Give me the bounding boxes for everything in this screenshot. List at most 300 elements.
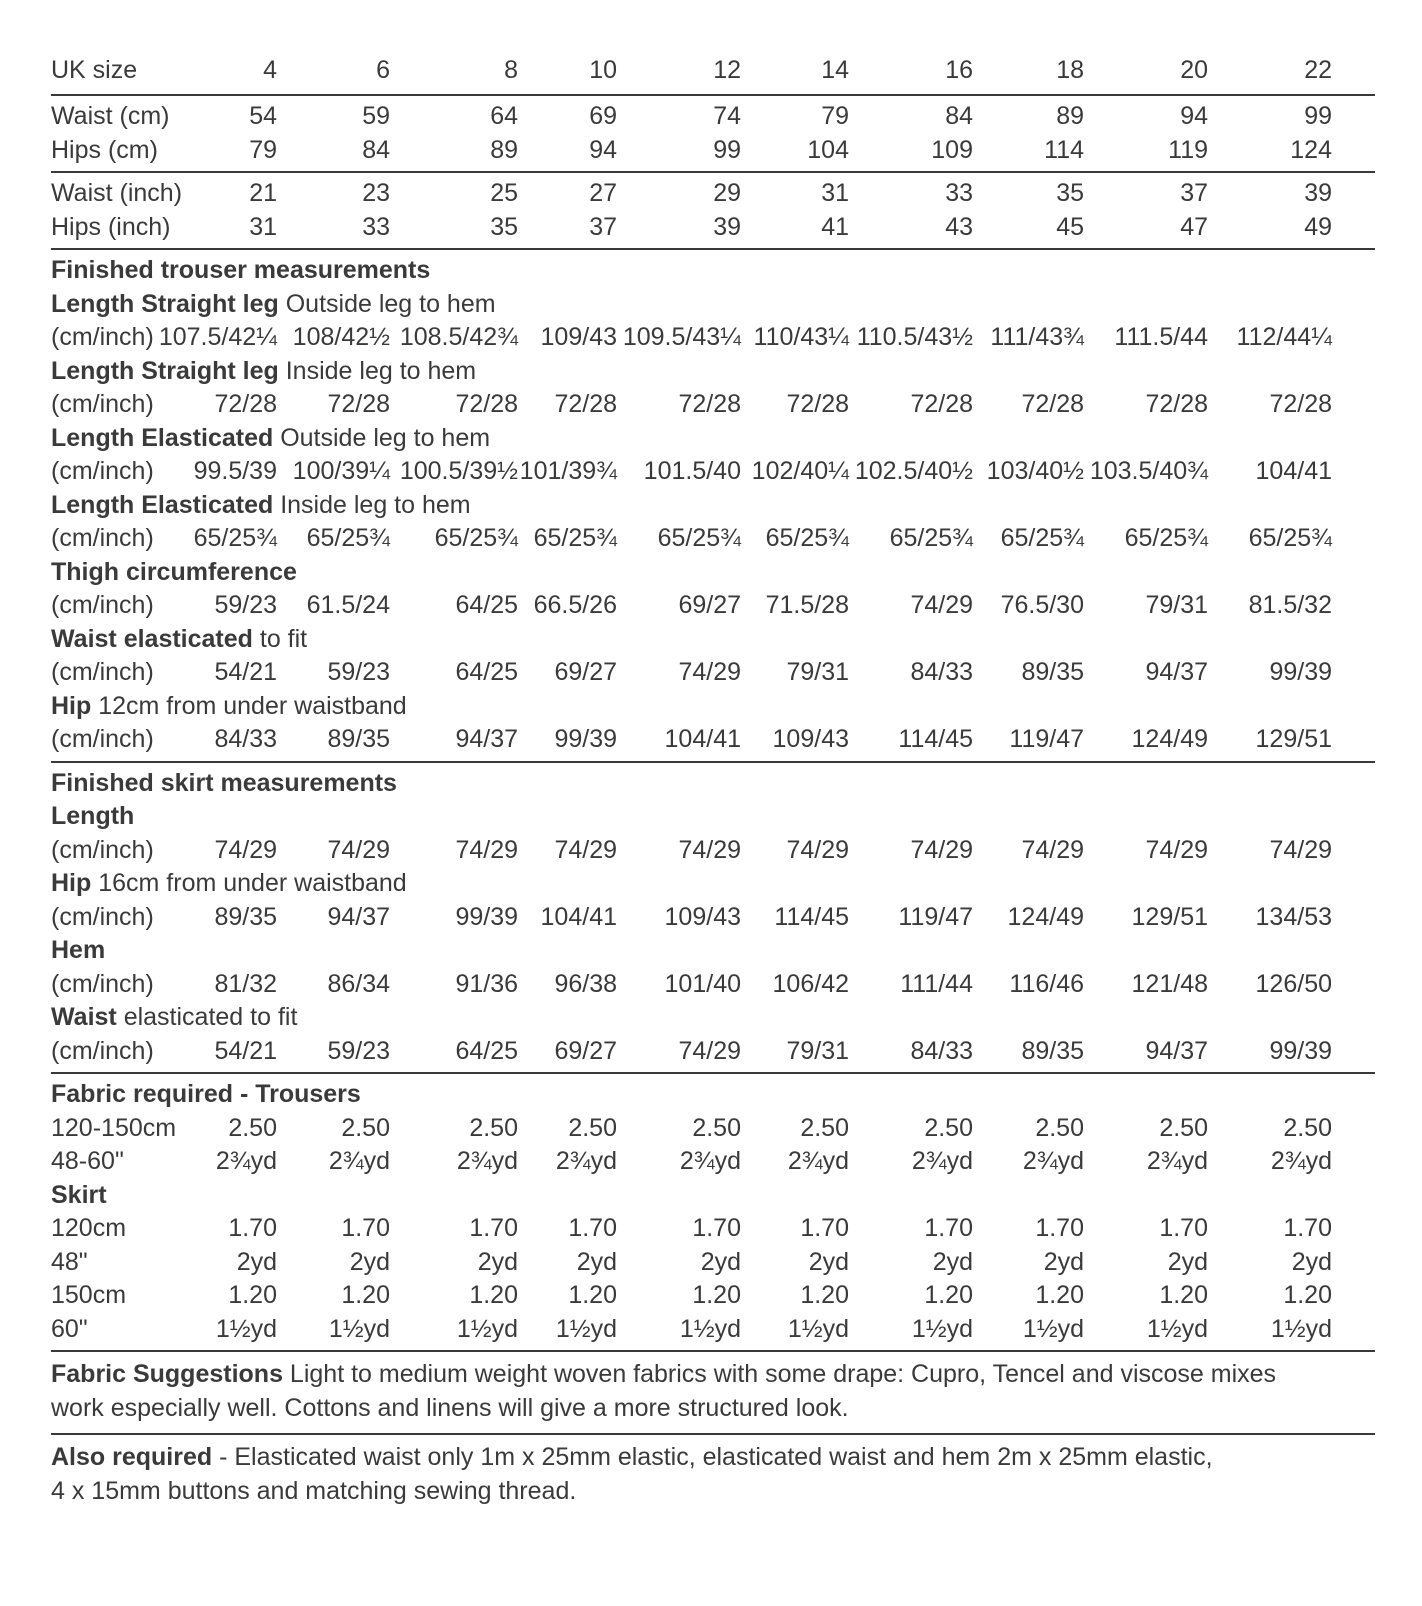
measurement-note: Inside leg to hem xyxy=(273,490,471,519)
value-cell: 84 xyxy=(945,102,973,130)
suggestions-text-1: Light to medium weight woven fabrics with some drape: Cupro, Tencel and viscose mixes xyxy=(282,1360,1277,1388)
value-cell: 72/28 xyxy=(1021,390,1084,418)
value-cell: 1.20 xyxy=(1035,1281,1084,1309)
divider xyxy=(51,1072,1375,1074)
value-cell: 1½yd xyxy=(555,1314,617,1343)
unit-label: (cm/inch) xyxy=(51,323,154,351)
value-cell: 2yd xyxy=(1167,1247,1208,1276)
body-inch-section xyxy=(51,177,1375,244)
value-cell: 72/28 xyxy=(786,390,849,418)
body-cm-section xyxy=(51,100,1375,167)
value-cell: 84/33 xyxy=(910,1036,973,1065)
value-cell: 2.50 xyxy=(800,1113,849,1142)
value-cell: 69/27 xyxy=(678,591,741,619)
value-cell: 65/25¾ xyxy=(533,524,617,552)
value-cell: 2.50 xyxy=(228,1113,277,1142)
value-cell: 2¾yd xyxy=(679,1147,741,1175)
value-cell: 39 xyxy=(1304,179,1332,207)
value-cell: 69 xyxy=(589,102,617,130)
value-cell: 2.50 xyxy=(1283,1113,1332,1142)
measurement-row xyxy=(51,321,1375,355)
value-cell: 129/51 xyxy=(1131,902,1208,931)
value-cell: 37 xyxy=(1180,179,1208,207)
value-cell: 91/36 xyxy=(455,969,518,998)
measurement-note: Outside leg to hem xyxy=(278,289,496,318)
size-header-cell: 16 xyxy=(945,56,973,84)
value-cell: 65/25¾ xyxy=(306,524,390,552)
measurement-note: Inside leg to hem xyxy=(278,356,477,385)
value-cell: 1.70 xyxy=(1159,1214,1208,1242)
value-cell: 1.20 xyxy=(692,1281,741,1309)
value-cell: 21 xyxy=(249,179,277,207)
value-cell: 45 xyxy=(1056,212,1084,241)
value-cell: 111.5/44 xyxy=(1114,323,1208,351)
value-cell: 47 xyxy=(1180,212,1208,241)
fabric-suggestions xyxy=(51,1356,1375,1429)
row-label: 120-150cm xyxy=(51,1113,177,1142)
value-cell: 59 xyxy=(362,102,390,130)
value-cell: 1.20 xyxy=(1283,1281,1332,1309)
value-cell: 94 xyxy=(1180,102,1208,130)
value-cell: 74/29 xyxy=(327,835,390,864)
row-label: Waist (inch) xyxy=(51,179,183,207)
measurement-title xyxy=(51,690,1375,724)
value-cell: 2¾yd xyxy=(1022,1147,1084,1175)
value-cell: 35 xyxy=(490,212,518,241)
value-cell: 79 xyxy=(821,102,849,130)
measurement-note: elasticated to fit xyxy=(116,1003,298,1031)
fabric-row xyxy=(51,1246,1375,1280)
value-cell: 74/29 xyxy=(1145,835,1208,864)
measurement-title xyxy=(51,288,1375,322)
value-cell: 81/32 xyxy=(214,969,277,998)
value-cell: 31 xyxy=(249,212,277,241)
value-cell: 89 xyxy=(1056,102,1084,130)
measurement-note: 16cm from under waistband xyxy=(91,869,407,897)
measurement-row xyxy=(51,968,1375,1002)
value-cell: 33 xyxy=(362,212,390,241)
measurement-title xyxy=(51,623,1375,657)
value-cell: 106/42 xyxy=(772,969,849,998)
value-cell: 89/35 xyxy=(1021,658,1084,686)
value-cell: 103/40½ xyxy=(986,457,1084,485)
size-header-cell: 4 xyxy=(263,56,277,84)
measurement-row xyxy=(51,388,1375,422)
value-cell: 74/29 xyxy=(786,835,849,864)
value-cell: 2¾yd xyxy=(1146,1147,1208,1175)
value-cell: 110/43¼ xyxy=(753,323,849,351)
body-measurement-row xyxy=(51,177,1375,211)
value-cell: 126/50 xyxy=(1255,969,1332,998)
value-cell: 1.20 xyxy=(469,1281,518,1309)
size-header-cell: 6 xyxy=(376,56,390,84)
fabric-row xyxy=(51,1313,1375,1347)
value-cell: 124 xyxy=(1290,135,1332,164)
value-cell: 1.70 xyxy=(924,1214,973,1242)
value-cell: 74/29 xyxy=(678,658,741,686)
value-cell: 119 xyxy=(1168,135,1208,164)
value-cell: 1.70 xyxy=(341,1214,390,1242)
value-cell: 1½yd xyxy=(1022,1314,1084,1343)
measurement-row xyxy=(51,656,1375,690)
suggestions-text-2: work especially well. Cottons and linens will give a more structured look. xyxy=(51,1393,849,1422)
row-label: Hips (inch) xyxy=(51,212,171,241)
body-measurement-row xyxy=(51,100,1375,134)
value-cell: 74/29 xyxy=(1269,835,1332,864)
value-cell: 61.5/24 xyxy=(306,591,390,619)
value-cell: 99/39 xyxy=(1269,658,1332,686)
value-cell: 1.70 xyxy=(692,1214,741,1242)
value-cell: 2yd xyxy=(1043,1247,1084,1276)
skirt-section xyxy=(51,767,1375,1069)
value-cell: 74/29 xyxy=(214,835,277,864)
value-cell: 72/28 xyxy=(455,390,518,418)
row-label: 150cm xyxy=(51,1281,127,1309)
measurement-title xyxy=(51,800,1375,834)
value-cell: 74 xyxy=(713,102,741,130)
measurement-name: Length Straight leg xyxy=(51,356,279,385)
divider xyxy=(51,171,1375,173)
value-cell: 1.20 xyxy=(1159,1281,1208,1309)
body-measurement-row xyxy=(51,134,1375,168)
value-cell: 99.5/39 xyxy=(193,457,277,485)
divider xyxy=(51,761,1375,763)
value-cell: 89/35 xyxy=(214,902,277,931)
value-cell: 102/40¼ xyxy=(751,457,849,485)
value-cell: 1.70 xyxy=(1035,1214,1084,1242)
size-header-cell: 14 xyxy=(821,56,849,84)
measurement-name: Length xyxy=(51,802,135,830)
value-cell: 2¾yd xyxy=(555,1147,617,1175)
value-cell: 2yd xyxy=(477,1247,518,1276)
measurement-name: Length Straight leg xyxy=(51,289,279,318)
value-cell: 2.50 xyxy=(1035,1113,1084,1142)
value-cell: 1.20 xyxy=(568,1281,617,1309)
value-cell: 74/29 xyxy=(910,835,973,864)
value-cell: 2yd xyxy=(808,1247,849,1276)
size-header-cell: 10 xyxy=(589,56,617,84)
value-cell: 86/34 xyxy=(327,969,390,998)
value-cell: 1.70 xyxy=(800,1214,849,1242)
value-cell: 29 xyxy=(713,179,741,207)
value-cell: 2.50 xyxy=(341,1113,390,1142)
value-cell: 1½yd xyxy=(215,1314,277,1343)
unit-label: (cm/inch) xyxy=(51,969,154,998)
measurement-title xyxy=(51,556,1375,590)
value-cell: 100.5/39½ xyxy=(399,457,518,485)
value-cell: 65/25¾ xyxy=(1248,524,1332,552)
also-required-text-1: - Elasticated waist only 1m x 25mm elastic, elasticated waist and hem 2m x 25mm elastic, xyxy=(212,1443,1213,1471)
value-cell: 94 xyxy=(589,135,617,164)
value-cell: 1.70 xyxy=(469,1214,518,1242)
value-cell: 74/29 xyxy=(678,835,741,864)
value-cell: 76.5/30 xyxy=(1000,591,1084,619)
value-cell: 79/31 xyxy=(1145,591,1208,619)
value-cell: 101/40 xyxy=(664,969,741,998)
value-cell: 84/33 xyxy=(214,725,277,753)
measurement-name: Hip xyxy=(51,691,92,720)
value-cell: 54 xyxy=(249,102,277,130)
value-cell: 104/41 xyxy=(664,725,741,753)
value-cell: 1.70 xyxy=(568,1214,617,1242)
row-label: Hips (cm) xyxy=(51,135,158,164)
value-cell: 72/28 xyxy=(1145,390,1208,418)
value-cell: 99/39 xyxy=(1269,1036,1332,1065)
value-cell: 119/47 xyxy=(1009,725,1084,753)
value-cell: 1½yd xyxy=(911,1314,973,1343)
value-cell: 2yd xyxy=(236,1247,277,1276)
value-cell: 74/29 xyxy=(678,1036,741,1065)
value-cell: 99 xyxy=(713,135,741,164)
measurement-title xyxy=(51,867,1375,901)
value-cell: 23 xyxy=(362,179,390,207)
unit-label: (cm/inch) xyxy=(51,457,154,485)
size-chart xyxy=(51,50,1375,1512)
value-cell: 64/25 xyxy=(455,591,518,619)
value-cell: 1½yd xyxy=(679,1314,741,1343)
unit-label: (cm/inch) xyxy=(51,524,154,552)
value-cell: 65/25¾ xyxy=(1124,524,1208,552)
value-cell: 2¾yd xyxy=(328,1147,390,1175)
value-cell: 1.70 xyxy=(228,1214,277,1242)
value-cell: 109/43 xyxy=(772,725,849,753)
value-cell: 1½yd xyxy=(1146,1314,1208,1343)
value-cell: 2¾yd xyxy=(787,1147,849,1175)
measurement-row xyxy=(51,455,1375,489)
value-cell: 74/29 xyxy=(1021,835,1084,864)
value-cell: 89 xyxy=(490,135,518,164)
value-cell: 101/39¾ xyxy=(519,457,617,485)
measurement-title xyxy=(51,1001,1375,1035)
value-cell: 1½yd xyxy=(787,1314,849,1343)
value-cell: 33 xyxy=(945,179,973,207)
value-cell: 54/21 xyxy=(214,658,277,686)
divider xyxy=(51,1350,1375,1352)
value-cell: 1½yd xyxy=(328,1314,390,1343)
fabric-row xyxy=(51,1145,1375,1179)
value-cell: 1.20 xyxy=(924,1281,973,1309)
value-cell: 72/28 xyxy=(1269,390,1332,418)
trouser-section-title: Finished trouser measurements xyxy=(51,256,431,284)
value-cell: 65/25¾ xyxy=(889,524,973,552)
measurement-title xyxy=(51,934,1375,968)
value-cell: 59/23 xyxy=(327,658,390,686)
fabric-row xyxy=(51,1279,1375,1313)
value-cell: 124/49 xyxy=(1007,902,1084,931)
value-cell: 2.50 xyxy=(469,1113,518,1142)
value-cell: 1.70 xyxy=(1283,1214,1332,1242)
unit-label: (cm/inch) xyxy=(51,390,154,418)
value-cell: 69/27 xyxy=(554,658,617,686)
value-cell: 59/23 xyxy=(327,1036,390,1065)
divider xyxy=(51,94,1375,96)
value-cell: 79/31 xyxy=(786,658,849,686)
row-label: 120cm xyxy=(51,1214,127,1242)
value-cell: 104/41 xyxy=(1255,457,1332,485)
value-cell: 43 xyxy=(945,212,973,241)
value-cell: 99 xyxy=(1304,102,1332,130)
value-cell: 101.5/40 xyxy=(643,457,741,485)
row-label: 60" xyxy=(51,1314,88,1343)
value-cell: 69/27 xyxy=(554,1036,617,1065)
value-cell: 66.5/26 xyxy=(533,591,617,619)
value-cell: 109 xyxy=(931,135,973,164)
value-cell: 94/37 xyxy=(1145,658,1208,686)
value-cell: 99/39 xyxy=(455,902,518,931)
divider xyxy=(51,248,1375,250)
value-cell: 35 xyxy=(1056,179,1084,207)
value-cell: 103.5/40¾ xyxy=(1089,457,1208,485)
value-cell: 65/25¾ xyxy=(193,524,277,552)
measurement-row xyxy=(51,901,1375,935)
value-cell: 2¾yd xyxy=(456,1147,518,1175)
value-cell: 1½yd xyxy=(456,1314,518,1343)
measurement-row xyxy=(51,834,1375,868)
value-cell: 89/35 xyxy=(1021,1036,1084,1065)
measurement-note: Outside leg to hem xyxy=(273,423,491,452)
value-cell: 104/41 xyxy=(540,902,617,931)
value-cell: 84 xyxy=(362,135,390,164)
value-cell: 1.20 xyxy=(800,1281,849,1309)
body-measurement-row xyxy=(51,211,1375,245)
divider xyxy=(51,1433,1375,1435)
value-cell: 108.5/42¾ xyxy=(399,323,518,351)
header-row xyxy=(51,50,1375,90)
value-cell: 108/42½ xyxy=(292,323,390,351)
measurement-name: Waist xyxy=(51,1003,117,1031)
value-cell: 49 xyxy=(1304,212,1332,241)
value-cell: 81.5/32 xyxy=(1248,591,1332,619)
measurement-title xyxy=(51,489,1375,523)
value-cell: 74/29 xyxy=(910,591,973,619)
also-required-text-2: 4 x 15mm buttons and matching sewing thread. xyxy=(51,1476,577,1505)
value-cell: 100/39¼ xyxy=(292,457,390,485)
unit-label: (cm/inch) xyxy=(51,835,154,864)
value-cell: 72/28 xyxy=(214,390,277,418)
value-cell: 119/47 xyxy=(898,902,973,931)
measurement-row xyxy=(51,522,1375,556)
value-cell: 94/37 xyxy=(455,725,518,753)
value-cell: 72/28 xyxy=(678,390,741,418)
row-label: 48-60" xyxy=(51,1147,124,1175)
value-cell: 1½yd xyxy=(1270,1314,1332,1343)
value-cell: 54/21 xyxy=(214,1036,277,1065)
value-cell: 107.5/42¼ xyxy=(158,323,277,351)
fabric-section xyxy=(51,1078,1375,1346)
value-cell: 1.20 xyxy=(341,1281,390,1309)
value-cell: 2¾yd xyxy=(1270,1147,1332,1175)
value-cell: 94/37 xyxy=(327,902,390,931)
value-cell: 109/43 xyxy=(540,323,617,351)
value-cell: 79/31 xyxy=(786,1036,849,1065)
value-cell: 64/25 xyxy=(455,1036,518,1065)
value-cell: 2yd xyxy=(1291,1247,1332,1276)
value-cell: 102.5/40½ xyxy=(854,457,973,485)
value-cell: 2.50 xyxy=(1159,1113,1208,1142)
unit-label: (cm/inch) xyxy=(51,725,154,753)
value-cell: 31 xyxy=(821,179,849,207)
value-cell: 71.5/28 xyxy=(765,591,849,619)
value-cell: 64/25 xyxy=(455,658,518,686)
value-cell: 109.5/43¼ xyxy=(622,323,741,351)
measurement-row xyxy=(51,1035,1375,1069)
measurement-name: Hem xyxy=(51,936,106,964)
value-cell: 65/25¾ xyxy=(657,524,741,552)
value-cell: 116/46 xyxy=(1009,969,1084,998)
fabric-row xyxy=(51,1112,1375,1146)
measurement-name: Hip xyxy=(51,869,92,897)
value-cell: 2yd xyxy=(576,1247,617,1276)
value-cell: 65/25¾ xyxy=(434,524,518,552)
value-cell: 37 xyxy=(589,212,617,241)
value-cell: 25 xyxy=(490,179,518,207)
fabric-skirt-title: Skirt xyxy=(51,1180,107,1209)
value-cell: 74/29 xyxy=(554,835,617,864)
row-label: Waist (cm) xyxy=(51,102,170,130)
value-cell: 2yd xyxy=(349,1247,390,1276)
value-cell: 65/25¾ xyxy=(1000,524,1084,552)
value-cell: 94/37 xyxy=(1145,1036,1208,1065)
measurement-name: Thigh circumference xyxy=(51,557,297,586)
also-required-heading: Also required xyxy=(51,1443,213,1471)
value-cell: 96/38 xyxy=(554,969,617,998)
value-cell: 110.5/43½ xyxy=(856,323,973,351)
measurement-name: Waist elasticated xyxy=(51,624,253,653)
fabric-section-title: Fabric required - Trousers xyxy=(51,1080,361,1108)
fabric-row xyxy=(51,1212,1375,1246)
value-cell: 2.50 xyxy=(924,1113,973,1142)
value-cell: 1.20 xyxy=(228,1281,277,1309)
measurement-title xyxy=(51,355,1375,389)
measurement-note: 12cm from under waistband xyxy=(91,691,407,720)
header-label: UK size xyxy=(51,56,138,84)
value-cell: 2yd xyxy=(700,1247,741,1276)
measurement-name: Length Elasticated xyxy=(51,490,274,519)
value-cell: 72/28 xyxy=(910,390,973,418)
value-cell: 99/39 xyxy=(554,725,617,753)
value-cell: 89/35 xyxy=(327,725,390,753)
trouser-section xyxy=(51,254,1375,757)
measurement-name: Length Elasticated xyxy=(51,423,274,452)
size-header-cell: 18 xyxy=(1056,56,1084,84)
value-cell: 134/53 xyxy=(1255,902,1332,931)
measurement-note: to fit xyxy=(252,624,308,653)
value-cell: 114 xyxy=(1044,135,1084,164)
measurement-row xyxy=(51,589,1375,623)
row-label: 48" xyxy=(51,1247,88,1276)
value-cell: 112/44¼ xyxy=(1236,323,1332,351)
unit-label: (cm/inch) xyxy=(51,1036,154,1065)
value-cell: 72/28 xyxy=(554,390,617,418)
size-header-cell: 20 xyxy=(1180,56,1208,84)
value-cell: 74/29 xyxy=(455,835,518,864)
measurement-row xyxy=(51,723,1375,757)
value-cell: 121/48 xyxy=(1131,969,1208,998)
value-cell: 104 xyxy=(807,135,849,164)
value-cell: 124/49 xyxy=(1131,725,1208,753)
value-cell: 27 xyxy=(589,179,617,207)
value-cell: 84/33 xyxy=(910,658,973,686)
value-cell: 2¾yd xyxy=(215,1147,277,1175)
value-cell: 2.50 xyxy=(568,1113,617,1142)
value-cell: 111/44 xyxy=(900,969,973,998)
suggestions-heading: Fabric Suggestions xyxy=(51,1360,283,1388)
value-cell: 59/23 xyxy=(214,591,277,619)
value-cell: 2yd xyxy=(932,1247,973,1276)
measurement-title xyxy=(51,422,1375,456)
value-cell: 79 xyxy=(249,135,277,164)
unit-label: (cm/inch) xyxy=(51,658,154,686)
